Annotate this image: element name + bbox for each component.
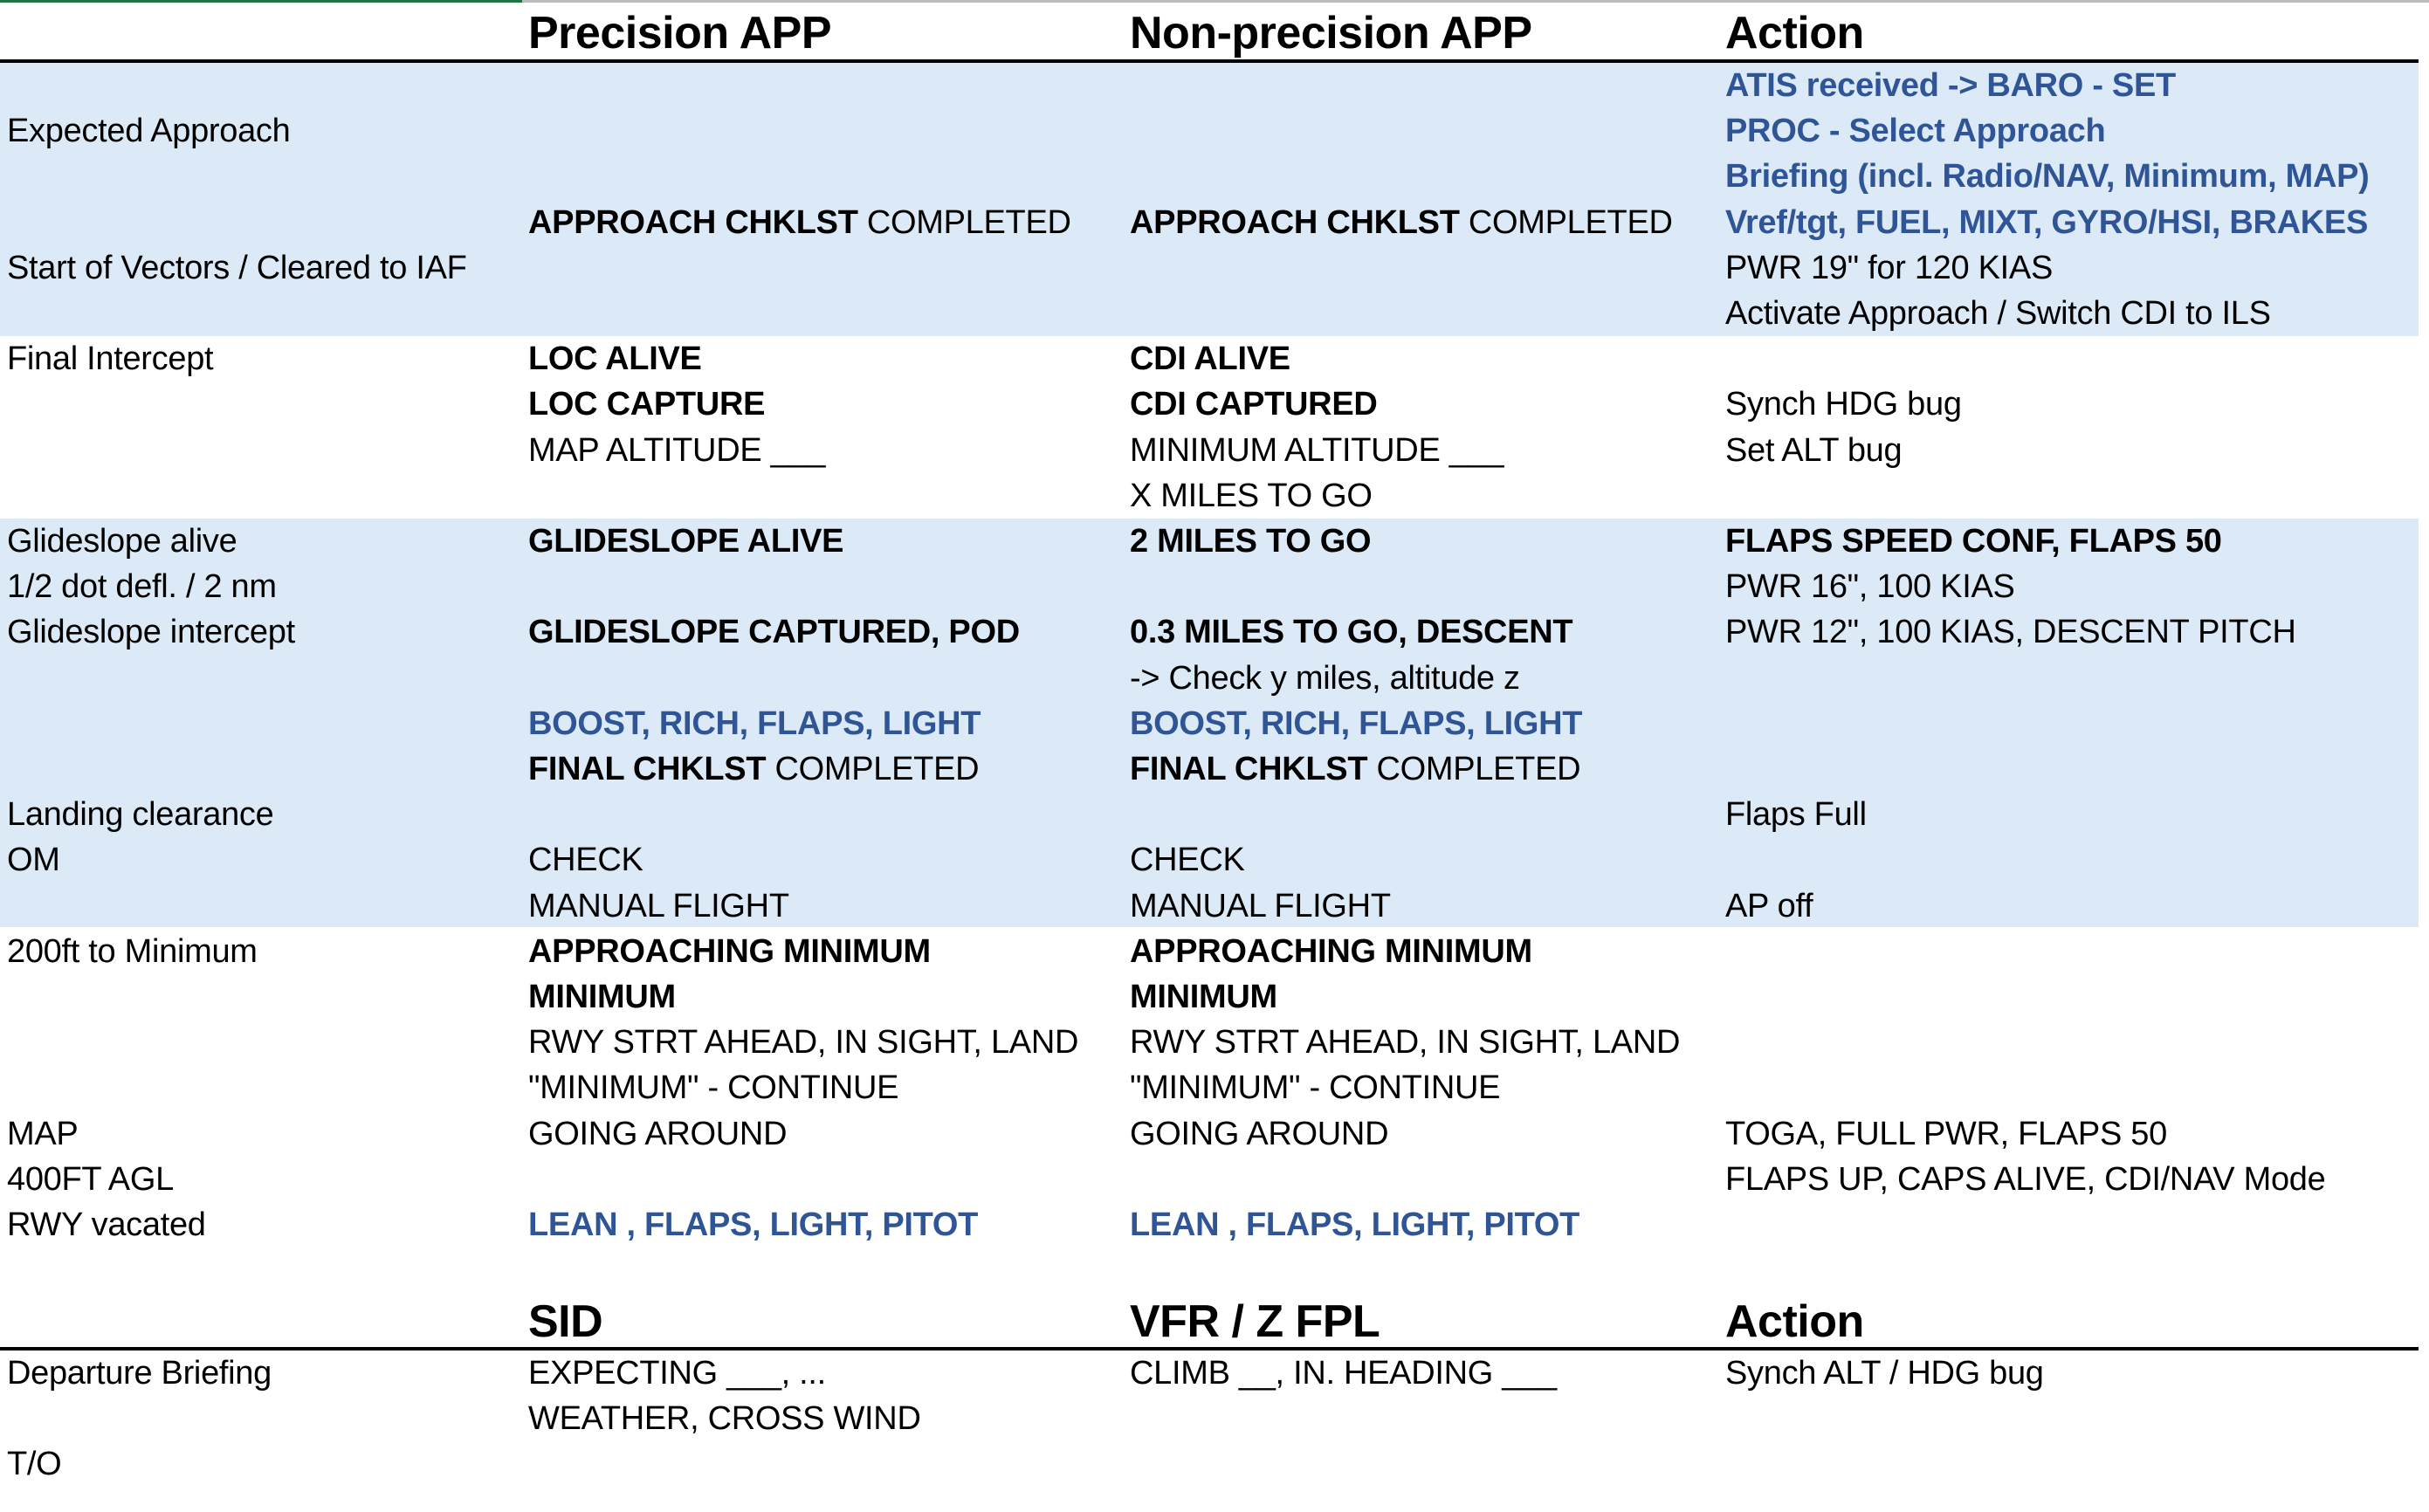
cell-text: Departure Briefing <box>7 1355 272 1392</box>
cell-text: Set ALT bug <box>1725 431 1903 469</box>
cell-text: GLIDESLOPE ALIVE <box>528 523 844 560</box>
table-row <box>0 381 2429 427</box>
table-row <box>0 1157 2429 1202</box>
cell-phase <box>7 245 467 291</box>
table-row <box>0 428 2429 473</box>
cell-text: Expected Approach <box>7 113 291 150</box>
cell-text: Final Intercept <box>7 340 214 378</box>
cell-precision <box>528 746 979 792</box>
cell-text: CHECK <box>1130 842 1245 879</box>
table-row <box>0 1396 2429 1441</box>
cell-non-precision <box>1130 883 1391 929</box>
cell-text: Briefing (incl. Radio/NAV, Minimum, MAP) <box>1725 158 2370 196</box>
table-row <box>0 1350 2429 1396</box>
cell-text: 2 MILES TO GO <box>1130 523 1372 560</box>
cell-non-precision <box>1130 381 1378 427</box>
cell-phase <box>7 519 237 564</box>
cell-text: Vref/tgt, FUEL, MIXT, GYRO/HSI, BRAKES <box>1725 203 2369 241</box>
table-row <box>0 1441 2429 1487</box>
cell-non-precision <box>1130 974 1277 1020</box>
cell-action <box>1725 200 2368 245</box>
cell-text: MINIMUM <box>528 979 676 1015</box>
cell-action <box>1725 381 1962 427</box>
cell-text: 0.3 MILES TO GO, DESCENT <box>1130 614 1573 651</box>
cell-action <box>1725 108 2105 154</box>
cell-precision <box>528 1350 826 1396</box>
cell-text: TOGA, FULL PWR, FLAPS 50 <box>1725 1115 2167 1152</box>
table-row <box>0 609 2429 655</box>
cell-non-precision <box>1130 609 1572 655</box>
table-row <box>0 1020 2429 1065</box>
table-row <box>0 154 2429 199</box>
departure-header <box>0 1294 2429 1355</box>
cell-text: "MINIMUM" - CONTINUE <box>528 1069 899 1107</box>
cell-non-precision <box>1130 929 1532 974</box>
header-sid: SID <box>528 1296 603 1347</box>
cell-action <box>1725 609 2296 655</box>
cell-text: GOING AROUND <box>1130 1115 1389 1152</box>
cell-text: MINIMUM <box>1130 979 1277 1015</box>
cell-text: FINAL CHKLST <box>1130 751 1368 787</box>
table-row <box>0 564 2429 609</box>
cell-text: LOC CAPTURE <box>528 386 766 423</box>
cell-precision <box>528 837 643 883</box>
table-row <box>0 519 2429 564</box>
cell-text: AP off <box>1725 887 1813 924</box>
table-row <box>0 336 2429 381</box>
cell-text: APPROACH CHKLST <box>528 203 858 241</box>
cell-non-precision <box>1130 701 1582 746</box>
cell-precision <box>528 519 843 564</box>
cell-precision <box>528 1111 787 1157</box>
cell-action <box>1725 519 2222 564</box>
cell-text: Flaps Full <box>1725 796 1867 834</box>
cell-text: RWY vacated <box>7 1206 206 1243</box>
cell-text: APPROACHING MINIMUM <box>1130 932 1532 970</box>
table-row <box>0 792 2429 837</box>
cell-action <box>1725 154 2369 199</box>
cell-precision <box>528 929 931 974</box>
cell-text: Activate Approach / Switch CDI to ILS <box>1725 295 2271 332</box>
cell-text: RWY STRT AHEAD, IN SIGHT, LAND <box>1130 1024 1681 1062</box>
cell-text: Start of Vectors / Cleared to IAF <box>7 249 467 286</box>
cell-text: FLAPS SPEED CONF, FLAPS 50 <box>1725 523 2222 560</box>
cell-phase <box>7 1157 174 1202</box>
cell-phase <box>7 1441 61 1487</box>
cell-text: -> Check y miles, altitude z <box>1130 659 1520 697</box>
cell-text: LEAN , FLAPS, LIGHT, PITOT <box>528 1206 979 1243</box>
cell-text: PROC - Select Approach <box>1725 113 2106 150</box>
cell-action <box>1725 1111 2167 1157</box>
cell-precision <box>528 428 825 473</box>
cell-action <box>1725 245 2053 291</box>
cell-precision <box>528 609 1020 655</box>
cell-action <box>1725 883 1813 929</box>
cell-text: MANUAL FLIGHT <box>528 887 789 924</box>
cell-non-precision <box>1130 1020 1680 1065</box>
cell-text: APPROACH CHKLST <box>1130 203 1460 241</box>
cell-precision <box>528 1065 898 1110</box>
cell-text: GLIDESLOPE CAPTURED, POD <box>528 614 1020 651</box>
cell-text: 400FT AGL <box>7 1160 174 1198</box>
cell-phase <box>7 1202 206 1247</box>
cell-non-precision <box>1130 519 1371 564</box>
cell-non-precision <box>1130 1111 1388 1157</box>
table-row <box>0 291 2429 336</box>
cell-text: MAP ALTITUDE ___ <box>528 431 826 469</box>
cell-action <box>1725 1350 2044 1396</box>
cell-action <box>1725 428 1902 473</box>
cell-text: Glideslope intercept <box>7 614 295 651</box>
approach-header <box>0 0 2429 61</box>
cell-text: Synch HDG bug <box>1725 386 1962 423</box>
cell-text: COMPLETED <box>1459 203 1673 241</box>
cell-text: BOOST, RICH, FLAPS, LIGHT <box>1130 704 1583 742</box>
cell-phase <box>7 929 258 974</box>
cell-text: LEAN , FLAPS, LIGHT, PITOT <box>1130 1206 1580 1243</box>
cell-text: 200ft to Minimum <box>7 932 258 970</box>
cell-non-precision <box>1130 1065 1500 1110</box>
cell-precision <box>528 336 702 381</box>
cell-text: CHECK <box>528 842 643 879</box>
cell-non-precision <box>1130 746 1580 792</box>
cell-non-precision <box>1130 1350 1557 1396</box>
cell-text: CLIMB __, IN. HEADING ___ <box>1130 1355 1557 1392</box>
cell-text: MANUAL FLIGHT <box>1130 887 1391 924</box>
cell-text: Synch ALT / HDG bug <box>1725 1355 2044 1392</box>
cell-text: FLAPS UP, CAPS ALIVE, CDI/NAV Mode <box>1725 1160 2326 1198</box>
cell-text: OM <box>7 842 60 879</box>
cell-action <box>1725 564 2015 609</box>
cell-text: MAP <box>7 1115 79 1152</box>
cell-phase <box>7 837 60 883</box>
table-row <box>0 1202 2429 1247</box>
cell-precision <box>528 200 1071 245</box>
table-row <box>0 883 2429 929</box>
table-row <box>0 108 2429 154</box>
cell-action <box>1725 1157 2325 1202</box>
cell-text: GOING AROUND <box>528 1115 788 1152</box>
cell-text: RWY STRT AHEAD, IN SIGHT, LAND <box>528 1024 1079 1062</box>
cell-text: WEATHER, CROSS WIND <box>528 1400 921 1438</box>
table-row <box>0 656 2429 701</box>
cell-precision <box>528 381 765 427</box>
cell-precision <box>528 1202 978 1247</box>
cell-non-precision <box>1130 428 1504 473</box>
cell-text: PWR 16", 100 KIAS <box>1725 568 2015 606</box>
cell-text: COMPLETED <box>766 751 980 787</box>
cell-precision <box>528 1396 921 1441</box>
table-row <box>0 974 2429 1020</box>
cell-text: Landing clearance <box>7 796 274 834</box>
cell-action <box>1725 792 1867 837</box>
cell-non-precision <box>1130 200 1673 245</box>
cell-text: EXPECTING ___, ... <box>528 1355 826 1392</box>
cell-text: BOOST, RICH, FLAPS, LIGHT <box>528 704 981 742</box>
cell-non-precision <box>1130 473 1373 519</box>
cell-precision <box>528 701 981 746</box>
cell-text: X MILES TO GO <box>1130 477 1373 514</box>
cell-action <box>1725 63 2176 108</box>
table-row <box>0 746 2429 792</box>
cell-non-precision <box>1130 837 1245 883</box>
table-row <box>0 929 2429 974</box>
cell-text: CDI ALIVE <box>1130 340 1290 378</box>
cell-text: "MINIMUM" - CONTINUE <box>1130 1069 1501 1107</box>
cell-text: Glideslope alive <box>7 523 237 560</box>
cell-text: COMPLETED <box>1367 751 1581 787</box>
cell-text: CDI CAPTURED <box>1130 386 1378 423</box>
table-row <box>0 245 2429 291</box>
cell-text: ATIS received -> BARO - SET <box>1725 67 2176 104</box>
cell-precision <box>528 883 789 929</box>
header-vfr-z-fpl: VFR / Z FPL <box>1130 1296 1380 1347</box>
table-row <box>0 701 2429 746</box>
cell-precision <box>528 1020 1078 1065</box>
cell-text: APPROACHING MINIMUM <box>528 932 931 970</box>
table-row <box>0 837 2429 883</box>
cell-text: MINIMUM ALTITUDE ___ <box>1130 431 1504 469</box>
cell-text: PWR 19" for 120 KIAS <box>1725 249 2053 286</box>
cell-text: FINAL CHKLST <box>528 751 767 787</box>
table-row <box>0 473 2429 519</box>
cell-phase <box>7 1111 78 1157</box>
header-action-departure: Action <box>1725 1296 1864 1347</box>
table-row <box>0 1111 2429 1157</box>
cell-phase <box>7 609 295 655</box>
cell-text: 1/2 dot defl. / 2 nm <box>7 568 277 606</box>
table-row <box>0 63 2429 108</box>
cell-phase <box>7 108 290 154</box>
header-action: Action <box>1725 8 1864 58</box>
cell-non-precision <box>1130 1202 1579 1247</box>
cell-non-precision <box>1130 656 1520 701</box>
cell-text: COMPLETED <box>857 203 1071 241</box>
header-precision-app: Precision APP <box>528 8 832 58</box>
cell-text: LOC ALIVE <box>528 340 702 378</box>
cell-text: PWR 12", 100 KIAS, DESCENT PITCH <box>1725 614 2296 651</box>
header-non-precision-app: Non-precision APP <box>1130 8 1532 58</box>
table-row <box>0 1065 2429 1110</box>
cell-phase <box>7 1350 272 1396</box>
cell-phase <box>7 564 277 609</box>
cell-text: T/O <box>7 1446 62 1483</box>
table-row <box>0 200 2429 245</box>
cell-precision <box>528 974 676 1020</box>
cell-phase <box>7 336 213 381</box>
cell-phase <box>7 792 273 837</box>
cell-non-precision <box>1130 336 1290 381</box>
cell-action <box>1725 291 2271 336</box>
